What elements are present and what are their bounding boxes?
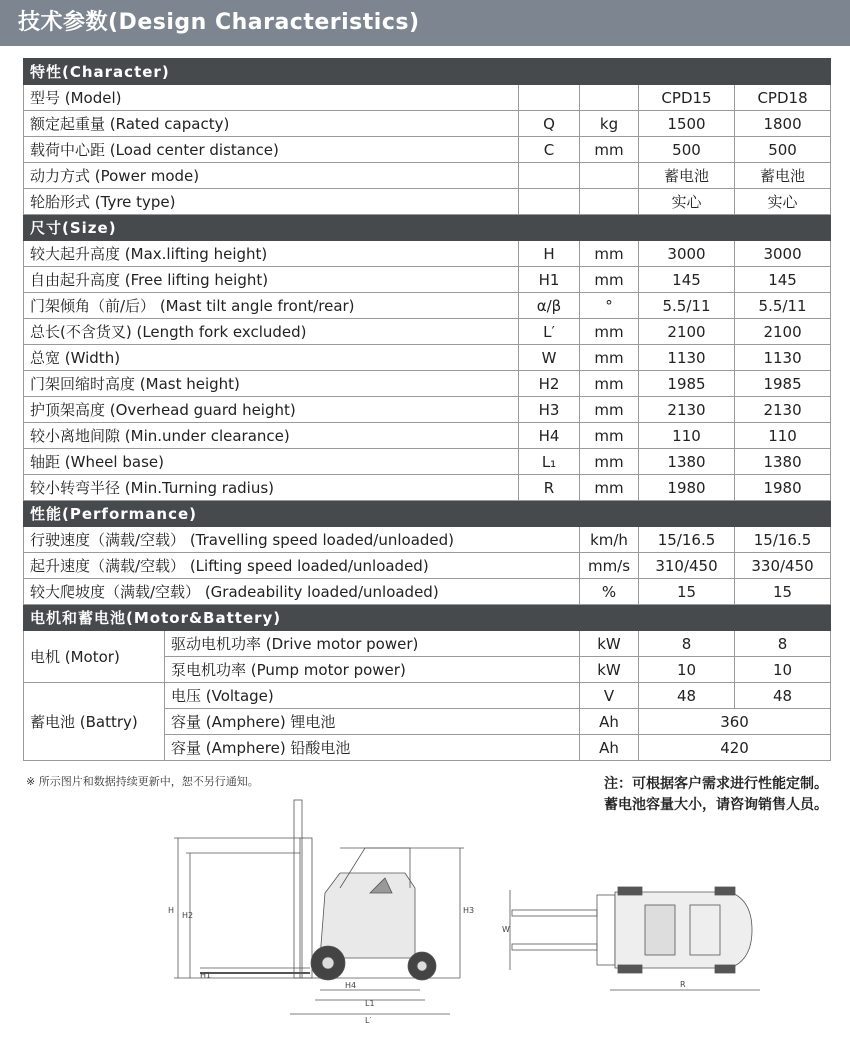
spec-table [23,58,831,761]
row-value-cpd15: 10 [639,657,735,683]
row-unit: mm [580,397,639,423]
row-unit: mm [580,475,639,501]
row-label: 轴距 (Wheel base) [24,449,519,475]
table-row [24,189,831,215]
row-symbol: C [519,137,580,163]
row-label: 动力方式 (Power mode) [24,163,519,189]
row-value-cpd18: 1985 [735,371,831,397]
row-unit: mm [580,423,639,449]
row-value-shared: 420 [639,735,831,761]
label-h: H [168,906,175,915]
row-unit: kW [580,657,639,683]
row-label: 总宽 (Width) [24,345,519,371]
row-value-cpd15: 5.5/11 [639,293,735,319]
row-label: 电压 (Voltage) [165,683,580,709]
row-value-cpd15: 110 [639,423,735,449]
row-label: 门架倾角（前/后） (Mast tilt angle front/rear) [24,293,519,319]
row-value-cpd15: 1985 [639,371,735,397]
label-r: R [680,980,686,989]
row-value-cpd15: 145 [639,267,735,293]
table-row [24,345,831,371]
row-unit [580,189,639,215]
row-symbol [519,163,580,189]
section-title: 尺寸(Size) [24,215,831,241]
section-character [24,59,831,85]
row-value-cpd15: 实心 [639,189,735,215]
row-value-cpd15: 48 [639,683,735,709]
table-row [24,319,831,345]
mast-shape [294,800,302,978]
row-unit: mm [580,449,639,475]
row-symbol: H2 [519,371,580,397]
row-value-cpd18: 8 [735,631,831,657]
row-label: 额定起重量 (Rated capacty) [24,111,519,137]
row-value-cpd15: CPD15 [639,85,735,111]
row-unit: ° [580,293,639,319]
row-symbol: L₁ [519,449,580,475]
row-value-cpd18: 蓄电池 [735,163,831,189]
row-value-cpd15: 2100 [639,319,735,345]
row-label: 泵电机功率 (Pump motor power) [165,657,580,683]
row-label: 较大爬坡度（满载/空载） (Gradeability loaded/unloaded) [24,579,580,605]
row-label: 护顶架高度 (Overhead guard height) [24,397,519,423]
row-unit: mm [580,345,639,371]
label-w: W [502,925,510,934]
row-label: 自由起升高度 (Free lifting height) [24,267,519,293]
row-value-cpd18: 3000 [735,241,831,267]
table-row [24,553,831,579]
row-unit: kg [580,111,639,137]
row-unit: km/h [580,527,639,553]
table-row [24,579,831,605]
row-label: 容量 (Amphere) 锂电池 [165,709,580,735]
row-value-cpd18: 145 [735,267,831,293]
disclaimer-note: ※ 所示图片和数据持续更新中，恕不另行通知。 [26,775,259,788]
table-row [24,371,831,397]
row-unit: kW [580,631,639,657]
row-value-cpd15: 1980 [639,475,735,501]
row-value-cpd18: 实心 [735,189,831,215]
row-unit: mm/s [580,553,639,579]
row-value-cpd18: 1980 [735,475,831,501]
row-value-cpd18: 10 [735,657,831,683]
table-row [24,397,831,423]
section-size [24,215,831,241]
label-l1: L1 [365,999,375,1008]
row-value-cpd18: 500 [735,137,831,163]
row-symbol: H [519,241,580,267]
row-value-cpd15: 1130 [639,345,735,371]
body-top-shape [615,892,752,968]
table-row [24,111,831,137]
label-h2: H2 [182,911,194,920]
row-value-cpd18: 330/450 [735,553,831,579]
fork-left-shape [512,910,597,916]
row-value-cpd15: 8 [639,631,735,657]
table-row [24,631,831,657]
forklift-side-view-diagram [160,778,490,1028]
row-unit: % [580,579,639,605]
label-lp: L′ [365,1016,372,1025]
row-value-cpd18: 1130 [735,345,831,371]
table-row [24,475,831,501]
forklift-top-view-diagram [500,860,780,1000]
table-row [24,423,831,449]
table-row [24,241,831,267]
row-unit: mm [580,267,639,293]
row-label: 较大起升高度 (Max.lifting height) [24,241,519,267]
row-value-shared: 360 [639,709,831,735]
row-value-cpd18: 48 [735,683,831,709]
row-symbol: R [519,475,580,501]
section-performance [24,501,831,527]
table-row [24,683,831,709]
label-h4: H4 [345,981,357,990]
row-label: 行驶速度（满载/空载） (Travelling speed loaded/unloaded) [24,527,580,553]
row-value-cpd15: 蓄电池 [639,163,735,189]
body-shape [320,873,415,958]
row-label: 载荷中心距 (Load center distance) [24,137,519,163]
section-title: 特性(Character) [24,59,831,85]
row-symbol: H3 [519,397,580,423]
row-symbol: W [519,345,580,371]
table-row [24,163,831,189]
page-title: 技术参数(Design Characteristics) [0,0,850,46]
row-label: 门架回缩时高度 (Mast height) [24,371,519,397]
row-value-cpd18: 2130 [735,397,831,423]
row-value-cpd15: 3000 [639,241,735,267]
row-unit: Ah [580,709,639,735]
group-label-battery: 蓄电池 (Battry) [24,683,165,761]
seat-top-shape [645,905,675,955]
label-h3: H3 [463,906,475,915]
row-unit: mm [580,371,639,397]
row-value-cpd18: 15/16.5 [735,527,831,553]
row-value-cpd15: 310/450 [639,553,735,579]
row-unit: mm [580,241,639,267]
custom-note-line-1: 注：可根据客户需求进行性能定制。 [604,776,828,792]
group-label-motor: 电机 (Motor) [24,631,165,683]
section-motor-battery [24,605,831,631]
row-value-cpd18: 1380 [735,449,831,475]
row-value-cpd18: CPD18 [735,85,831,111]
table-row [24,527,831,553]
row-label: 较小转弯半径 (Min.Turning radius) [24,475,519,501]
row-symbol [519,189,580,215]
row-label: 较小离地间隙 (Min.under clearance) [24,423,519,449]
row-label: 轮胎形式 (Tyre type) [24,189,519,215]
row-value-cpd18: 110 [735,423,831,449]
row-value-cpd18: 15 [735,579,831,605]
table-row [24,449,831,475]
row-unit: mm [580,137,639,163]
row-value-cpd15: 500 [639,137,735,163]
table-row [24,137,831,163]
label-h1: H1 [200,971,212,980]
table-row [24,293,831,319]
row-value-cpd15: 1380 [639,449,735,475]
row-unit: Ah [580,735,639,761]
row-label: 驱动电机功率 (Drive motor power) [165,631,580,657]
row-label: 型号 (Model) [24,85,519,111]
row-value-cpd15: 15 [639,579,735,605]
row-value-cpd18: 1800 [735,111,831,137]
row-symbol: α/β [519,293,580,319]
row-value-cpd18: 2100 [735,319,831,345]
custom-note [604,774,828,816]
row-unit [580,85,639,111]
row-value-cpd18: 5.5/11 [735,293,831,319]
table-row [24,267,831,293]
row-unit: V [580,683,639,709]
custom-note-line-2: 蓄电池容量大小，请咨询销售人员。 [604,797,828,813]
row-symbol: L′ [519,319,580,345]
fork-right-shape [512,944,597,950]
row-value-cpd15: 1500 [639,111,735,137]
section-title: 电机和蓄电池(Motor&Battery) [24,605,831,631]
row-unit: mm [580,319,639,345]
row-symbol: Q [519,111,580,137]
section-title: 性能(Performance) [24,501,831,527]
row-value-cpd15: 2130 [639,397,735,423]
table-row [24,85,831,111]
row-symbol [519,85,580,111]
row-unit [580,163,639,189]
row-value-cpd15: 15/16.5 [639,527,735,553]
row-symbol: H1 [519,267,580,293]
row-label: 容量 (Amphere) 铅酸电池 [165,735,580,761]
row-label: 起升速度（满载/空载） (Lifting speed loaded/unloaded) [24,553,580,579]
row-symbol: H4 [519,423,580,449]
row-label: 总长(不含货叉) (Length fork excluded) [24,319,519,345]
